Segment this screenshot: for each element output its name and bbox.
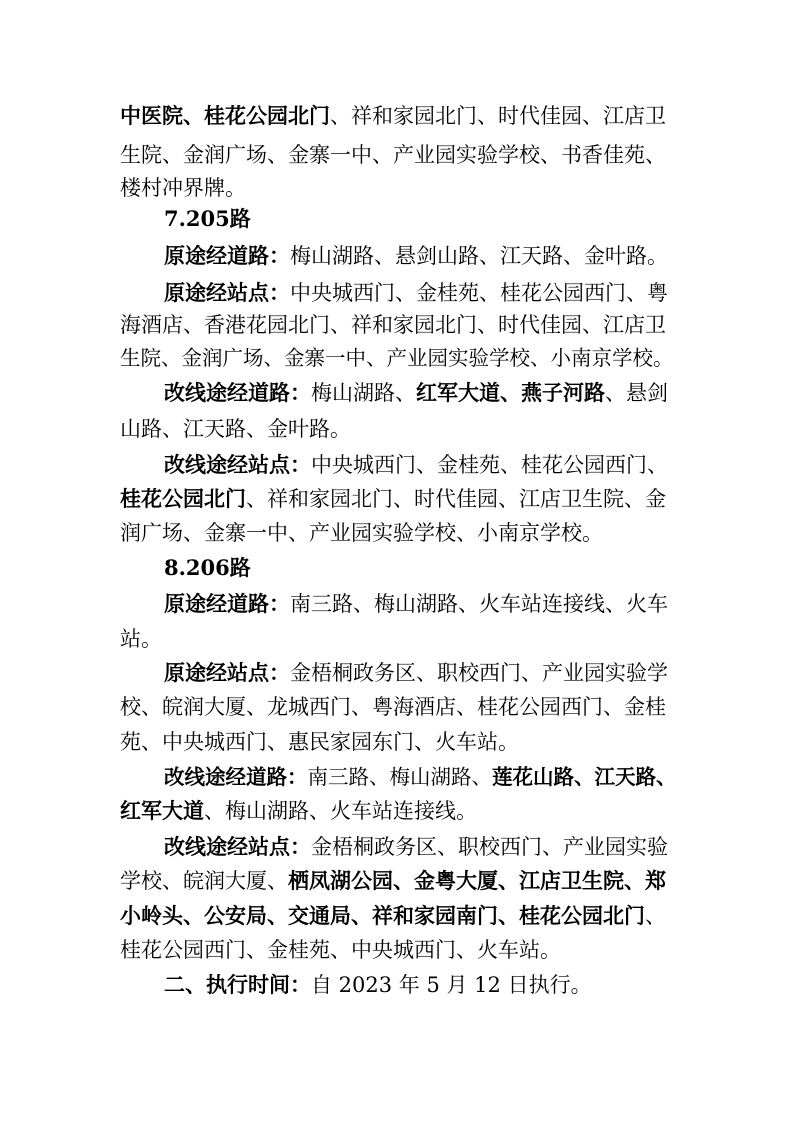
text-bold: 8.206路 [164,555,251,580]
text-line [164,658,668,688]
section-heading-206 [164,553,251,583]
text-bold: 中医院、桂花公园北门 [120,103,330,128]
text-run: 苑、中央城西门、惠民家园东门、火车站。 [120,730,519,754]
text-line [120,173,246,203]
text-line [164,589,668,619]
text-bold: 原途经道路： [164,591,290,616]
text-run: 自 2023 年 5 月 12 日执行。 [311,973,592,997]
text-run: 梅山湖路、悬剑山路、江天路、金叶路。 [290,244,668,268]
text-line [120,624,162,654]
text-run: 海酒店、香港花园北门、祥和家园北门、时代佳园、江店卫 [120,313,666,337]
text-bold: 红军大道、燕子河路 [416,380,605,405]
text-run: 梅山湖路、 [311,381,416,405]
text-run: 、祥和家园北门、时代佳园、江店卫生院、金 [246,487,666,511]
text-run: 中央城西门、金桂苑、桂花公园西门、 [311,453,668,477]
text-line [120,518,603,548]
text-line [120,692,666,722]
text-line [164,241,668,271]
text-run: 站。 [120,627,162,651]
text-bold: 改线途经站点： [164,452,311,477]
text-run: 楼村冲界牌。 [120,176,246,200]
text-run: 生院、金润广场、金寨一中、产业园实验学校、小南京学校。 [120,346,674,370]
text-run: 桂花公园西门、金桂苑、中央城西门、火车站。 [120,938,561,962]
text-run: 金梧桐政务区、职校西门、产业园实验 [311,835,668,859]
text-run: 中央城西门、金桂苑、桂花公园西门、粤 [290,281,668,305]
text-line [120,343,674,373]
text-line [120,484,666,514]
text-line [164,378,668,408]
text-run: 、梅山湖路、火车站连接线。 [204,799,477,823]
text-run: 、祥和家园北门、时代佳园、江店卫 [330,104,666,128]
text-line [120,310,666,340]
text-line [164,832,668,862]
text-bold: 莲花山路、江天路、 [492,765,677,789]
text-line [164,450,668,480]
text-bold: 小岭头、公安局、交通局、祥和家园南门、桂花公园北门 [120,903,645,928]
text-bold: 原途经站点： [164,280,290,305]
text-bold: 改线途经道路： [164,380,311,405]
text-bold: 原途经站点： [164,660,290,685]
text-bold: 改线途经站点： [164,834,311,859]
text-bold: 改线途经道路： [164,765,308,789]
text-run: 生院、金润广场、金寨一中、产业园实验学校、书香佳苑、 [120,143,666,167]
text-run: 学校、皖润大厦、 [120,869,288,893]
section-heading-205 [164,204,251,234]
text-line [120,101,666,131]
text-run: 、 [645,904,666,928]
text-bold: 红军大道 [120,798,204,823]
text-bold: 栖凤湖公园、金粤大厦、江店卫生院、郑 [288,868,666,893]
text-bold: 二、执行时间： [164,972,311,997]
text-run: 南三路、梅山湖路、 [307,765,492,789]
text-run: 、悬剑 [605,381,668,405]
text-line [120,414,351,444]
text-bold: 桂花公园北门 [120,486,246,511]
execution-time-line [164,970,592,1000]
text-line [120,901,666,931]
text-run: 南三路、梅山湖路、火车站连接线、火车 [290,592,668,616]
text-line [120,140,666,170]
text-line [120,935,561,965]
text-run: 润广场、金寨一中、产业园实验学校、小南京学校。 [120,521,603,545]
text-run: 金梧桐政务区、职校西门、产业园实验学 [290,661,668,685]
text-run: 校、皖润大厦、龙城西门、粤海酒店、桂花公园西门、金桂 [120,695,666,719]
text-line [164,278,668,308]
text-line [164,762,677,792]
text-run: 山路、江天路、金叶路。 [120,417,351,441]
text-line [120,796,477,826]
text-line [120,727,519,757]
text-bold: 7.205路 [164,206,251,231]
text-bold: 原途经道路： [164,243,290,268]
text-line [120,866,666,896]
